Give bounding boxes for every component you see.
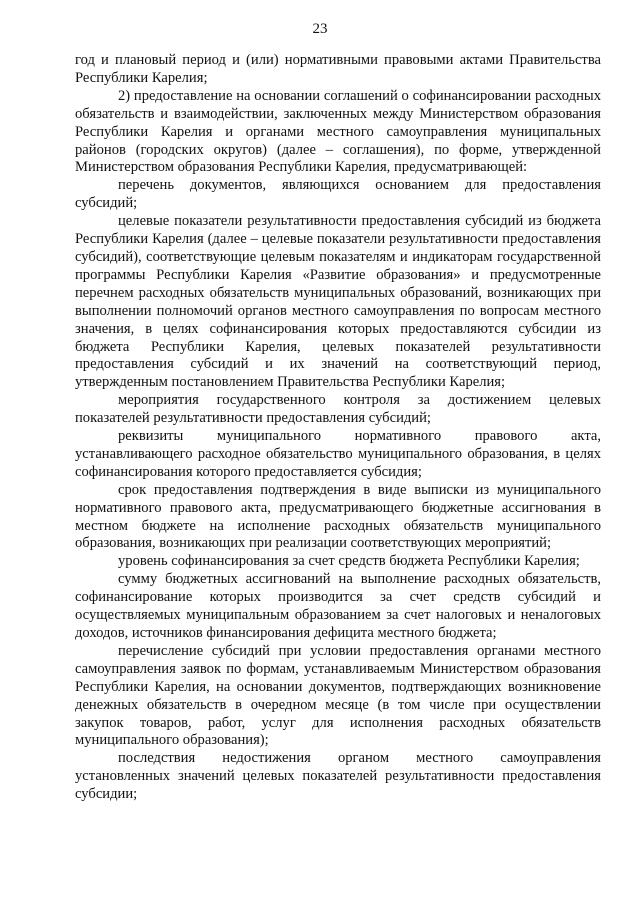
paragraph: срок предоставления подтверждения в виде выписки из муниципального нормативного правового акта, предусматривающего бюджетные ассигнования в местном бюджете на исполнение расходных обязательств муниципального образования, возникающих при реализации соответствующих мероприятий; [75,481,601,552]
paragraph: перечень документов, являющихся основанием для предоставления субсидий; [75,177,601,212]
paragraph: уровень софинансирования за счет средств бюджета Республики Карелия; [118,553,580,570]
page-number: 23 [312,21,328,37]
document-body [75,52,601,804]
paragraph: последствия недостижения органом местного самоуправления установленных значений целевых показателей результативности предоставления субсидии; [75,750,601,803]
paragraph: сумму бюджетных ассигнований на выполнение расходных обязательств, софинансирование которых производится за счет средств субсидий и осуществляемых муниципальным образованием за счет налоговых и неналоговых доходов, источников финансирования дефицита местного бюджета; [75,571,601,641]
paragraph: перечисление субсидий при условии предоставления органами местного самоуправления заявок по формам, устанавливаемым Министерством образования Республики Карелия, на основании документов, подтверждающих возникновение денежных обязательств в очередном месяце (в том числе при осуществлении закупок товаров, работ, услуг для исполнения расходных обязательств муниципального образования); [75,642,601,749]
paragraph: реквизиты муниципального нормативного правового акта, устанавливающего расходное обязательство муниципального образования, в целях софинансирования которого предоставляется субсидия; [75,428,601,480]
paragraph: целевые показатели результативности предоставления субсидий из бюджета Республики Карелия (далее – целевые показатели результативности предоставления субсидий), соответствующие целевым показателям и индикаторам государственной программы Республики Карелия «Развитие образования» и предусмотренные перечнем расходных обязательств муниципальных образований, возникающих при выполнении полномочий органов местного самоуправления по вопросам местного значения, в целях софинансирования которых предоставляются субсидии из бюджета Республики Карелия, целевых показателей результативности предоставления субсидий и их значений на соответствующий период, утвержденным постановлением Правительства Республики Карелия; [75,213,601,391]
paragraph: мероприятия государственного контроля за достижением целевых показателей результативности предоставления субсидий; [75,392,601,427]
paragraph: год и плановый период и (или) нормативными правовыми актами Правительства Республики Карелия; [75,52,601,86]
paragraph: 2) предоставление на основании соглашений о софинансировании расходных обязательств и взаимодействии, заключенных между Министерством образования Республики Карелия и органами местного самоуправления муниципальных районов (городских округов) (далее – соглашения), по форме, утвержденной Министерством образования Республики Карелия, предусматривающей: [75,87,601,176]
